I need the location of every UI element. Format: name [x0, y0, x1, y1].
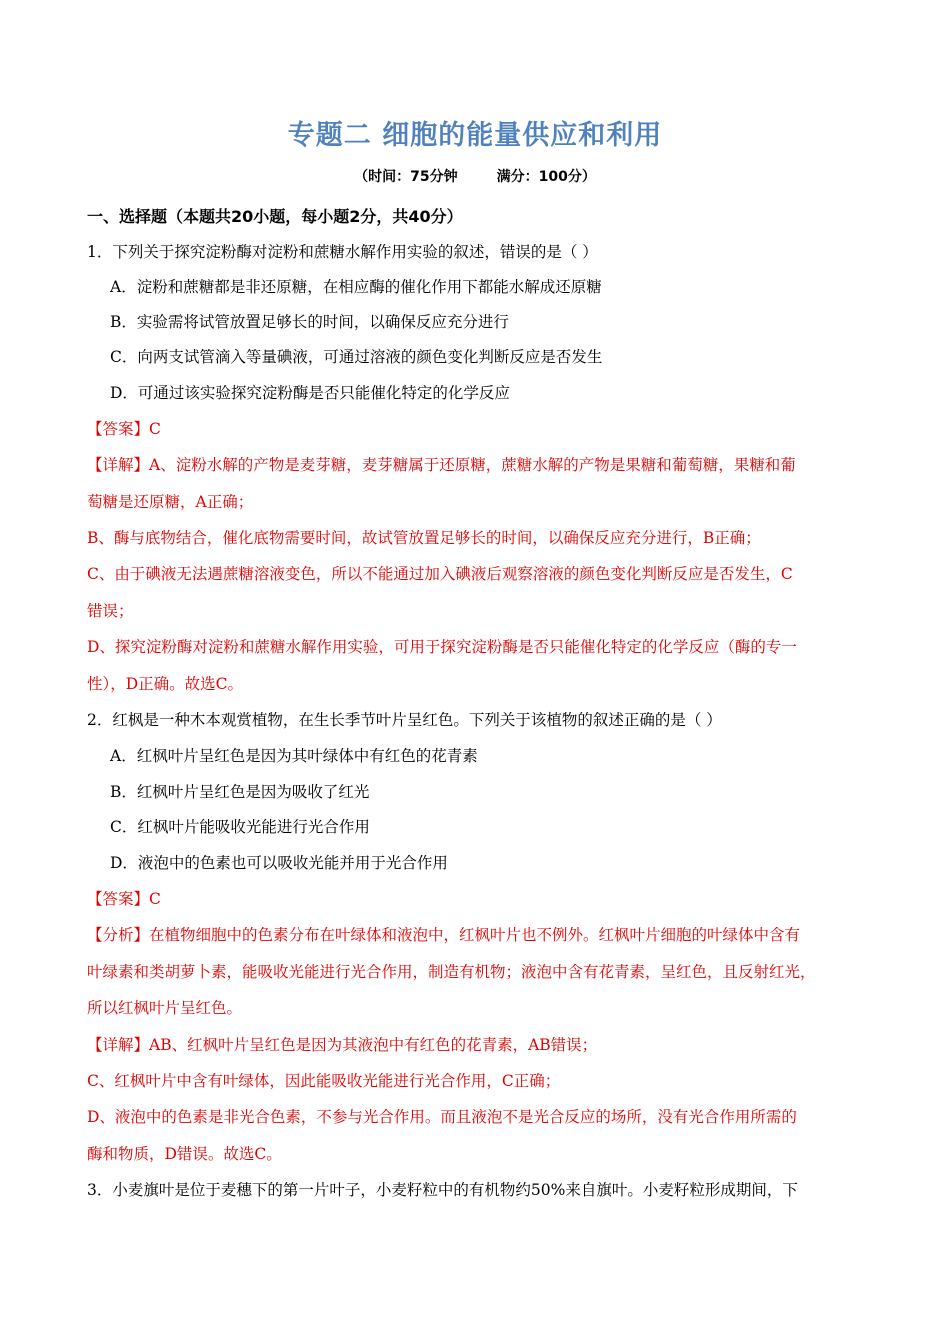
question-2-explanation-line: D、液泡中的色素是非光合色素，不参与光合作用。而且液泡不是光合反应的场所，没有光合作用所需的	[87, 1108, 797, 1126]
question-1-explanation-line: 萄糖是还原糖，A正确；	[87, 493, 254, 511]
question-3-stem: 3．小麦旗叶是位于麦穗下的第一片叶子，小麦籽粒中的有机物约50%来自旗叶。小麦籽粒形成期间，下	[87, 1181, 798, 1199]
exam-info: （时间：75分钟 满分：100分）	[354, 169, 596, 185]
question-1-explanation-line: D、探究淀粉酶对淀粉和蔗糖水解作用实验，可用于探究淀粉酶是否只能催化特定的化学反应（酶的专一	[87, 638, 797, 656]
question-2-option-b: B．红枫叶片呈红色是因为吸收了红光	[110, 783, 370, 801]
question-1-option-d: D．可通过该实验探究淀粉酶是否只能催化特定的化学反应	[110, 384, 510, 402]
question-1-option-c: C．向两支试管滴入等量碘液，可通过溶液的颜色变化判断反应是否发生	[110, 348, 603, 366]
question-1-explanation-line: C、由于碘液无法遇蔗糖溶液变色，所以不能通过加入碘液后观察溶液的颜色变化判断反应是否发生，C	[87, 565, 793, 583]
page-title: 专题二 细胞的能量供应和利用	[287, 120, 663, 151]
question-2-answer: 【答案】C	[87, 890, 161, 908]
question-2-analysis-line: 【分析】在植物细胞中的色素分布在叶绿体和液泡中，红枫叶片也不例外。红枫叶片细胞的叶绿体中含有	[87, 926, 801, 944]
question-1-explanation-line: 【详解】A、淀粉水解的产物是麦芽糖，麦芽糖属于还原糖，蔗糖水解的产物是果糖和葡萄糖，果糖和葡	[87, 456, 796, 474]
question-2-option-d: D．液泡中的色素也可以吸收光能并用于光合作用	[110, 854, 448, 872]
question-2-stem: 2．红枫是一种木本观赏植物，在生长季节叶片呈红色。下列关于该植物的叙述正确的是（ ）	[87, 711, 722, 729]
question-2-explanation-line: 酶和物质，D错误。故选C。	[87, 1145, 282, 1163]
question-1-explanation-line: B、酶与底物结合，催化底物需要时间，故试管放置足够长的时间，以确保反应充分进行，B正确；	[87, 529, 761, 547]
question-2-option-c: C．红枫叶片能吸收光能进行光合作用	[110, 818, 370, 836]
question-2-explanation-line: C、红枫叶片中含有叶绿体，因此能吸收光能进行光合作用，C正确；	[87, 1072, 561, 1090]
question-1-option-b: B．实验需将试管放置足够长的时间，以确保反应充分进行	[110, 313, 509, 331]
question-1-stem: 1．下列关于探究淀粉酶对淀粉和蔗糖水解作用实验的叙述，错误的是（ ）	[87, 243, 598, 261]
question-1-explanation-line: 错误；	[87, 602, 134, 620]
question-2-analysis-line: 所以红枫叶片呈红色。	[87, 999, 243, 1017]
question-1-answer: 【答案】C	[87, 420, 161, 438]
question-2-explanation-line: 【详解】AB、红枫叶片呈红色是因为其液泡中有红色的花青素，AB错误；	[87, 1036, 598, 1054]
section-heading: 一、选择题（本题共20小题，每小题2分，共40分）	[87, 207, 463, 226]
question-1-explanation-line: 性），D正确。故选C。	[87, 675, 244, 693]
question-1-option-a: A．淀粉和蔗糖都是非还原糖，在相应酶的催化作用下都能水解成还原糖	[110, 278, 602, 296]
question-2-analysis-line: 叶绿素和类胡萝卜素，能吸收光能进行光合作用，制造有机物；液泡中含有花青素，呈红色，且反射红光，	[87, 963, 816, 981]
question-2-option-a: A．红枫叶片呈红色是因为其叶绿体中有红色的花青素	[110, 747, 478, 765]
